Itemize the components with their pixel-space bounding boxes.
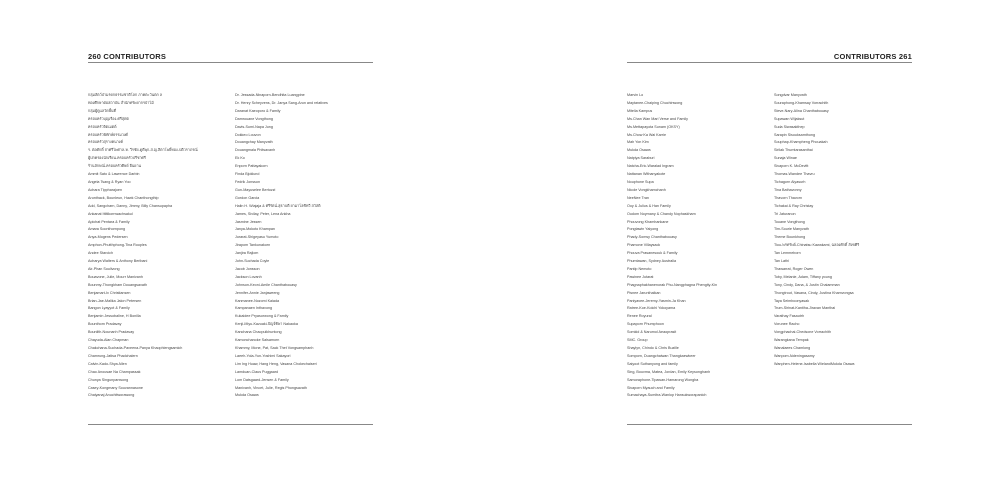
contributor-name: Kenji-Miyu-Kazuaki-ปัญจ์ทิพา Nakaoka bbox=[235, 322, 298, 327]
page-header-right: CONTRIBUTORS 261 bbox=[833, 52, 912, 61]
contributor-name: Thomas-Wandee Thavru bbox=[774, 172, 815, 177]
contributor-name: Varathay Fasautrh bbox=[774, 314, 805, 319]
contributor-name: Ankanat Ittitikornwachsakul bbox=[88, 211, 133, 216]
contributor-name: Steve-Nary-Alina Chanthabouasy bbox=[774, 108, 829, 113]
contributor-name: Benjamin Jessobaline, H Bonilla bbox=[88, 314, 141, 319]
contributor-name: Add, Sangcharn, Danny, Jimmy, Billy Chansupapha bbox=[88, 203, 173, 208]
right-contributors-column-2 bbox=[774, 92, 859, 369]
contributor-name: Bouavone, Julie, Mourr Manivanh bbox=[88, 274, 143, 279]
contributor-name: Maytanee-Chaiping Chuchinwong bbox=[627, 100, 683, 105]
contributor-name: Arunthack, Bounleun, Hawk Chanthongthip bbox=[88, 195, 159, 200]
contributor-name: Kanmanee-Nozomi Kaiada bbox=[235, 298, 280, 303]
contributor-name: Oudom Noymany & Chandy Nophaskham bbox=[627, 211, 696, 216]
contributor-name: Ms.Chow Ka Wai Karrie bbox=[627, 132, 667, 137]
contributor-name: Vorunee Racho bbox=[774, 322, 800, 327]
contributor-name: Somkid & Narumol Aeaoprasit bbox=[627, 330, 677, 335]
contributor-name: Finda Bjoklund bbox=[235, 172, 260, 177]
contributor-name: Fedrik Jonsson bbox=[235, 179, 261, 184]
contributor-name: Tim-Sourie Manyvath bbox=[774, 227, 809, 232]
contributor-name: Thavorn Thavorn bbox=[774, 195, 803, 200]
contributor-name: Pisnee Jarunthaikan bbox=[627, 290, 661, 295]
contributor-name: Phagnaphakhanenorak Phu-Nangphagna Phengity-Kin bbox=[627, 282, 718, 287]
contributor-name: Damrouane Vongthong bbox=[235, 116, 273, 121]
contributor-name: กลุ่มผู้ดูแลวัดพื้นที่ bbox=[88, 108, 116, 113]
contributor-name: Tiou-พรทรัพย์-Chinatsu Kawakami, ฉลองศักดิ์ สังขศิริ bbox=[774, 243, 860, 248]
contributor-name: Supaporn Phumphoon bbox=[627, 322, 664, 327]
contributor-name: ครอบครัวจิตเมตต์ bbox=[88, 124, 117, 129]
contributor-name: Tri Jaturanon bbox=[774, 211, 796, 216]
contributor-name: Chakchana-Suchada-Paveena-Panya Khaophiengsamich bbox=[88, 346, 183, 350]
contributor-name: Sirilak Thumtarasanthai bbox=[774, 148, 813, 153]
contributor-name: Natcha-Eric-Waralad Ingram bbox=[627, 164, 674, 169]
contributor-name: Phouvong Khamhankane bbox=[627, 219, 669, 224]
contributor-name: Shaylyn, Chindo & Chris Buzille bbox=[627, 346, 679, 350]
contributor-name: Laeeh-Yola-Yun-Yoshimi Sakayori bbox=[235, 353, 291, 358]
contributor-name: Ek Ko bbox=[235, 156, 245, 161]
contributor-name: Wanphen-Helene-Isabella WielandMukda Osawa bbox=[774, 361, 855, 366]
contributor-name: Amphon-Phutthphong-Tina Rooples bbox=[88, 243, 147, 248]
contributor-name: Touane Vongthong bbox=[774, 219, 805, 224]
contributor-name: Jasmine Jessen bbox=[235, 219, 262, 224]
contributor-name: SMC. Group bbox=[627, 338, 648, 343]
contributor-name: ครอบครัวสุรางคนางค์ bbox=[88, 140, 123, 145]
contributor-name: Tichagorn Aiyasurh bbox=[774, 179, 806, 184]
contributor-name: Kanchana Chaopuikhuntong bbox=[235, 330, 282, 335]
contributor-name: Acharya Walters & Anthony Beribani bbox=[88, 259, 148, 264]
contributor-name: Thongtrout, Vasana, Cindy, Justina Khamvongsa bbox=[774, 290, 854, 295]
contributor-name: Supawan Wijaksut bbox=[774, 116, 805, 121]
contributor-name: Jennifer-Annie Janjaweeng bbox=[235, 290, 280, 295]
contributor-name: Dr. Jessada-Ninaporn-Bendhita Luangpine bbox=[235, 93, 305, 97]
contributor-name: Ratree-Koe-Koichi Yokoyama bbox=[627, 306, 676, 311]
page-header-left: 260 CONTRIBUTORS bbox=[88, 52, 167, 61]
contributor-name: Lamduan-Claus Puggaard bbox=[235, 369, 279, 374]
contributor-name: Mah Yon Kim bbox=[627, 140, 649, 145]
contributor-name: Daranat Kaeoporo & Family bbox=[235, 108, 281, 113]
contributor-name: Janya-Mokoto Khampan bbox=[235, 227, 275, 232]
contributor-name: Ooy & Julius & Han Family bbox=[627, 203, 671, 208]
contributor-name: ครอบครัวบุญเรือง-ศรีสุพัต bbox=[88, 116, 129, 121]
contributor-name: Souraphong-Khamsay Vorrachith bbox=[774, 100, 829, 105]
contributor-name: Pantip Nemoto bbox=[627, 266, 652, 271]
contributor-name: Benjamart-Ix Christiansen bbox=[88, 290, 131, 295]
header-rule-right bbox=[627, 62, 912, 63]
contributor-name: Tan Lathi bbox=[774, 259, 789, 264]
contributor-name: Theme Bounkhong bbox=[774, 235, 806, 240]
contributor-name: Sumachaya-Sumitra-Wanlop Hansukworapanich bbox=[627, 393, 707, 398]
right-contributors-column-1 bbox=[627, 92, 717, 400]
contributor-name: Jurarat-Shigeyasu Yumoto bbox=[235, 235, 279, 240]
contributor-name: Brian-Jae-Malika Jalon Petersen bbox=[88, 298, 142, 303]
contributor-name: Angela Tsang & Ryan Yoo bbox=[88, 179, 131, 184]
contributor-name: Lim Ing Huaw, Hang Heng, Vasana Chokechaiseri bbox=[235, 361, 317, 366]
contributor-name: Bangon Lyayyot & Family bbox=[88, 306, 130, 311]
contributor-name: Sing, Bouvma, Matea, Jordan, Emily Keysonghanh bbox=[627, 369, 711, 374]
contributor-name: Vongphachai-Chedsone Vorrachith bbox=[774, 330, 831, 335]
contributor-name: Casey-Kongmany Souvannasone bbox=[88, 385, 143, 390]
contributor-name: Sivaporn K. McDevitt bbox=[774, 164, 809, 169]
contributor-name: Mitelia Kampus bbox=[627, 108, 653, 113]
contributor-name: ร. ต่อศักดิ์ จ่าศรีไพศาล-ห. วีรชัย-ดูดีพุก-ส.ญ.สิตาโพธิ์ทอง-ปติวราภรณ์ bbox=[88, 148, 198, 153]
contributor-name: Douangmala Phitsavanh bbox=[235, 148, 276, 153]
contributor-name: Chayuda-Alan Chapman bbox=[88, 338, 129, 343]
contributor-name: Sunaja Winae bbox=[774, 156, 797, 161]
contributor-name: Renee Royural bbox=[627, 314, 652, 319]
header-rule-left bbox=[88, 62, 373, 63]
footer-rule-right bbox=[627, 424, 912, 425]
contributor-name: Trum-Sirinat-Kantiha-Jiravan Manthai bbox=[774, 306, 836, 311]
contributor-name: Jackson Lovanh bbox=[235, 274, 262, 279]
contributor-name: Marvin Lo bbox=[627, 93, 644, 97]
contributor-name: Wanalaees Chamlong bbox=[774, 346, 811, 350]
contributor-name: Jacob Jonsson bbox=[235, 266, 260, 271]
contributor-name: Tan Lemmeborn bbox=[774, 251, 801, 256]
contributor-name: Tony, Cindy, Dana, & Justin Chaiamman bbox=[774, 282, 840, 287]
contributor-name: Lom Datsgaard-Jensen & Family bbox=[235, 377, 289, 382]
left-contributors-column-2 bbox=[235, 92, 328, 400]
contributor-name: Samoraphone-Tipawan-Hamarong Wongba bbox=[627, 377, 699, 382]
contributor-name: Chamrung-Jatisa Phadchalern bbox=[88, 353, 138, 358]
contributor-name: Sarapin Sisouksamthong bbox=[774, 132, 815, 137]
contributor-name: Johnson-Keoni-Amile Chanthabouasy bbox=[235, 282, 297, 287]
contributor-name: Wanpom Aideningasamy bbox=[774, 353, 815, 358]
contributor-name: Enporn Pattayakorn bbox=[235, 164, 268, 169]
contributor-name: Natpiya Saraburi bbox=[627, 156, 655, 161]
contributor-name: Kampanaen Inthavong bbox=[235, 306, 273, 311]
contributor-name: Nouphone Supa bbox=[627, 179, 654, 184]
contributor-name: ครอบครัวพิทักษ์ธรรมวงศ์ bbox=[88, 132, 128, 137]
contributor-name: Amara Soonthornpong bbox=[88, 227, 126, 232]
contributor-name: Warangkana Tempak bbox=[774, 338, 809, 343]
contributor-name: Phamone Villaysack bbox=[627, 243, 661, 248]
contributor-name: Bounmy-Thongkham Douangsavath bbox=[88, 282, 148, 287]
contributor-name: Ammit Sato & Lawrence Darbin bbox=[88, 172, 140, 177]
contributor-name: Douangchay Manyvath bbox=[235, 140, 273, 145]
contributor-name: Pawinee Jutarat bbox=[627, 274, 654, 279]
contributor-name: กลุ่มสัตว์ป่ามรดกธรรมชาติโลก ภาคตะวันตก ล bbox=[88, 93, 163, 97]
contributor-name: Bounlith-Nounanh Pradavay bbox=[88, 330, 135, 335]
contributor-name: Mukda Osawa bbox=[627, 148, 651, 153]
left-contributors-column-1 bbox=[88, 92, 198, 400]
contributor-name: Bounthom Pradavay bbox=[88, 322, 122, 327]
contributor-name: Somporn, Duangchaiwan Thangkaewkeer bbox=[627, 353, 696, 358]
contributor-name: ผู้ปกครองนักเรียน-ครอบครัวปรีชาศรี bbox=[88, 156, 146, 161]
contributor-name: John-Suchada Coyle bbox=[235, 259, 270, 264]
contributor-name: Chunya Singunpanwong bbox=[88, 377, 129, 382]
contributor-name: Manivanh, Vincet, Julie, Regis Phongsavath bbox=[235, 385, 307, 390]
contributor-name: Souphap-Khampheng Phouakah bbox=[774, 140, 828, 145]
contributor-name: Tina Bathavonny bbox=[774, 187, 802, 192]
contributor-name: Kukaidee Pryasorwong & Family bbox=[235, 314, 289, 319]
contributor-name: Taya Seimboonyasak bbox=[774, 298, 810, 303]
contributor-name: Jirapom Tankunakorn bbox=[235, 243, 271, 248]
contributor-name: Gun-Mayuselee Bertozzi bbox=[235, 187, 276, 192]
contributor-name: Dr. Henry Scheyvens, Dr. Janya Sang-Arun and relatives bbox=[235, 100, 328, 105]
contributor-name: Sivaporn Myauch and Family bbox=[627, 385, 675, 390]
contributor-name: Kamonchanoke Salsamorn bbox=[235, 338, 280, 343]
contributor-name: Dokkeo Louvon bbox=[235, 132, 261, 137]
contributor-name: Gordon Garcia bbox=[235, 195, 260, 200]
contributor-name: ร้านลักษณ์-ครอบครัวศิษย์ ยืนยาน bbox=[88, 164, 142, 169]
contributor-name: Phumtawan, Sydney Australia bbox=[627, 259, 676, 264]
contributor-name: Khammy, Mone, Pat, Sack Thet Vongsamphanh bbox=[235, 346, 314, 350]
contributor-name: Ms.Chan Wan Mari Verse and Family bbox=[627, 116, 688, 121]
contributor-name: Davis-Sumi-Napa Jung bbox=[235, 124, 273, 129]
contributor-name: Saiyoot Suthanyong and family bbox=[627, 361, 678, 366]
contributor-name: ทองศึกษาต่อสถาบัน สำนักทรัพยากรป่าไม้ bbox=[88, 100, 154, 105]
contributor-name: Calvin-Kado-Shya Allen bbox=[88, 361, 127, 366]
contributor-name: Nattanan Withanyakote bbox=[627, 172, 666, 177]
contributor-name: Suda Siwasakthep bbox=[774, 124, 805, 129]
contributor-name: Janjira Rajlom bbox=[235, 251, 259, 256]
contributor-name: Chao Anousae Na Champassak bbox=[88, 369, 141, 374]
contributor-name: Thawarrat, Roger Owen bbox=[774, 266, 814, 271]
contributor-name: James, Sivilay, Peter, Lena Ankha bbox=[235, 211, 291, 216]
contributor-name: Andee Starcich bbox=[88, 251, 114, 256]
contributor-name: Nicole Vongkhamchanh bbox=[627, 187, 666, 192]
contributor-name: Paniyavee-Jeremy-Yasmin-Ja Khan bbox=[627, 298, 686, 303]
contributor-name: Air-Phan Soulivong bbox=[88, 266, 120, 271]
contributor-name: Achara Tippharajoen bbox=[88, 187, 123, 192]
contributor-name: Songdvar Manyvath bbox=[774, 93, 807, 97]
contributor-name: Phady-Somsy Chanthabouasy bbox=[627, 235, 677, 240]
contributor-name: Mukda Osawa bbox=[235, 393, 259, 398]
contributor-name: NeeNee Tran bbox=[627, 195, 649, 200]
contributor-name: Ms.Mettapayota Sunam (OKSY) bbox=[627, 124, 680, 129]
contributor-name: Apichat Pentara & Family bbox=[88, 219, 130, 224]
contributor-name: Halin H. Wiajaja & ศรีรัตน์-สุธาบดี ยามาโฮชิทวี สวัสดิ bbox=[235, 203, 321, 208]
contributor-name: Toby, Melanie, Adam, Tiffany young bbox=[774, 274, 832, 279]
contributor-name: Pongtawin Yaiyong bbox=[627, 227, 659, 232]
footer-rule-left bbox=[88, 424, 373, 425]
contributor-name: Tichakai & Ray Christay bbox=[774, 203, 814, 208]
contributor-name: Chaiyanaj Anuchitworawong bbox=[88, 393, 135, 398]
contributor-name: Anya-Mogens Pedersen bbox=[88, 235, 128, 240]
contributor-name: Phouva Prasanesouk & Family bbox=[627, 251, 678, 256]
